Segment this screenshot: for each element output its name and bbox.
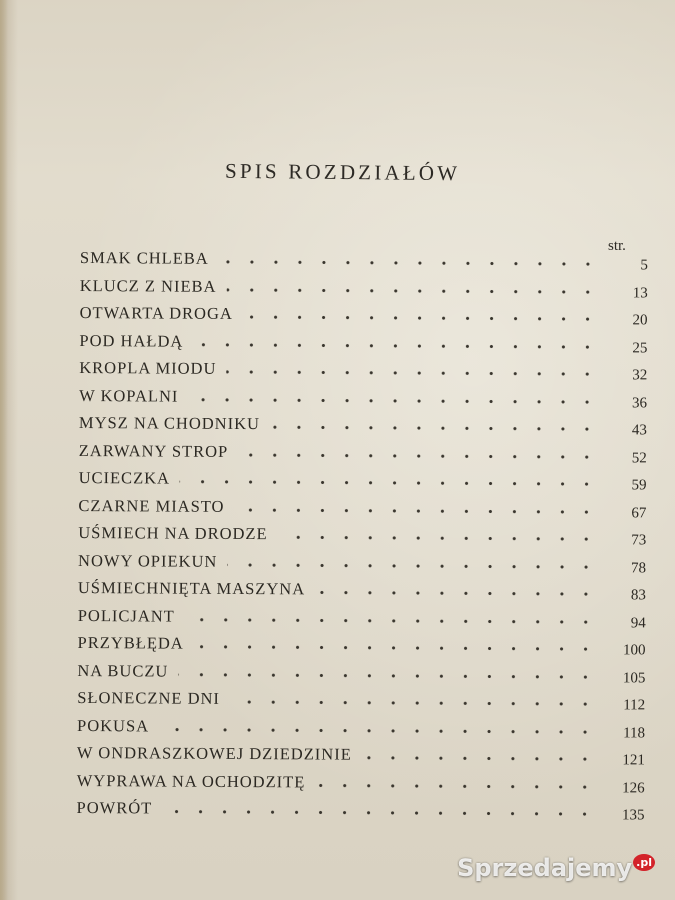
chapter-title: UŚMIECH NA DRODZE (78, 522, 268, 544)
watermark-badge: .pl (633, 854, 655, 871)
chapter-title: W ONDRASZKOWEJ DZIEDZINIE (76, 742, 352, 764)
chapter-page-number: 105 (622, 669, 646, 686)
dot-leader (277, 527, 598, 545)
chapter-page-number: 32 (632, 367, 648, 384)
toc-entry (77, 688, 647, 719)
chapter-page-number: 43 (631, 422, 647, 439)
chapter-title: UŚMIECHNIĘTA MASZYNA (77, 577, 306, 599)
dot-leader (243, 307, 600, 325)
dot-leader (188, 389, 599, 408)
dot-leader (163, 802, 597, 821)
toc-entry (77, 715, 647, 746)
dot-leader (270, 417, 599, 435)
toc-entry (78, 578, 648, 609)
toc-entry (77, 743, 647, 774)
chapter-page-number: 67 (631, 504, 647, 521)
chapter-title: POLICJANT (77, 605, 175, 626)
chapter-page-number: 20 (632, 312, 648, 329)
dot-leader (185, 609, 598, 628)
chapter-page-number: 73 (631, 532, 647, 549)
chapter-title: POWRÓT (76, 797, 153, 818)
toc-entry (77, 633, 647, 664)
toc-entry (76, 798, 646, 829)
chapter-title: CZARNE MIASTO (78, 495, 225, 516)
chapter-page-number: 52 (631, 449, 647, 466)
chapter-page-number: 118 (623, 724, 646, 741)
chapter-page-number: 94 (630, 614, 646, 631)
chapter-page-number: 36 (632, 394, 648, 411)
toc-entry (79, 358, 649, 389)
dot-leader (193, 334, 599, 352)
chapter-title: WYPRAWA NA OCHODZITĘ (76, 770, 306, 791)
toc-entry (77, 660, 647, 691)
toc-entry (78, 468, 648, 499)
toc-entry (79, 413, 649, 444)
chapter-title: MYSZ NA CHODNIKU (78, 412, 261, 434)
toc-entry (78, 495, 648, 526)
dot-leader (315, 582, 598, 600)
chapter-page-number: 126 (622, 779, 645, 796)
toc-entry (79, 440, 649, 471)
dot-leader (180, 472, 599, 491)
page-column-label: str. (608, 238, 626, 254)
toc-heading: SPIS ROZDZIAŁÓW (224, 158, 461, 186)
page-binding-edge (0, 0, 8, 900)
dot-leader (238, 444, 599, 462)
chapter-page-number: 121 (622, 752, 645, 769)
dot-leader (219, 252, 600, 270)
toc-entry (80, 248, 650, 279)
chapter-title: SMAK CHLEBA (79, 248, 209, 268)
chapter-title: NA BUCZU (77, 660, 169, 681)
chapter-page-number: 78 (631, 559, 647, 576)
dot-leader (362, 748, 597, 765)
toc-entry (78, 605, 648, 636)
dot-leader (230, 692, 597, 710)
chapter-title: PRZYBŁĘDA (77, 632, 184, 653)
toc-entry (78, 523, 648, 554)
toc-entry (79, 385, 649, 416)
table-of-contents (76, 248, 650, 829)
watermark-logo (457, 854, 655, 882)
dot-leader (234, 499, 598, 517)
toc-entry (80, 275, 650, 306)
dot-leader (194, 637, 598, 655)
chapter-page-number: 83 (630, 587, 646, 604)
chapter-title: POD HAŁDĄ (79, 330, 184, 351)
dot-leader (316, 775, 597, 793)
chapter-page-number: 5 (640, 257, 648, 274)
chapter-title: POKUSA (77, 715, 150, 735)
dot-leader (178, 664, 597, 683)
chapter-title: ZARWANY STROP (78, 440, 229, 461)
toc-entry (79, 330, 649, 361)
chapter-page-number: 135 (621, 807, 645, 824)
dot-leader (159, 719, 597, 738)
chapter-title: UCIECZKA (78, 467, 171, 488)
dot-leader (227, 279, 600, 297)
chapter-page-number: 13 (632, 284, 648, 301)
chapter-page-number: 25 (632, 339, 648, 356)
dot-leader (227, 554, 598, 572)
toc-entry (78, 550, 648, 581)
chapter-title: KLUCZ Z NIEBA (79, 275, 217, 296)
chapter-title: NOWY OPIEKUN (78, 550, 218, 571)
chapter-title: KROPLA MIODU (79, 357, 217, 378)
dot-leader (226, 362, 599, 380)
chapter-title: OTWARTA DROGA (79, 302, 233, 323)
chapter-page-number: 100 (623, 642, 646, 659)
chapter-page-number: 59 (631, 477, 647, 494)
chapter-title: W KOPALNI (79, 385, 179, 406)
toc-entry (77, 770, 647, 801)
chapter-page-number: 112 (623, 697, 646, 714)
chapter-title: SŁONECZNE DNI (77, 687, 221, 708)
watermark-text: Sprzedajemy (457, 854, 633, 882)
toc-entry (79, 303, 649, 334)
